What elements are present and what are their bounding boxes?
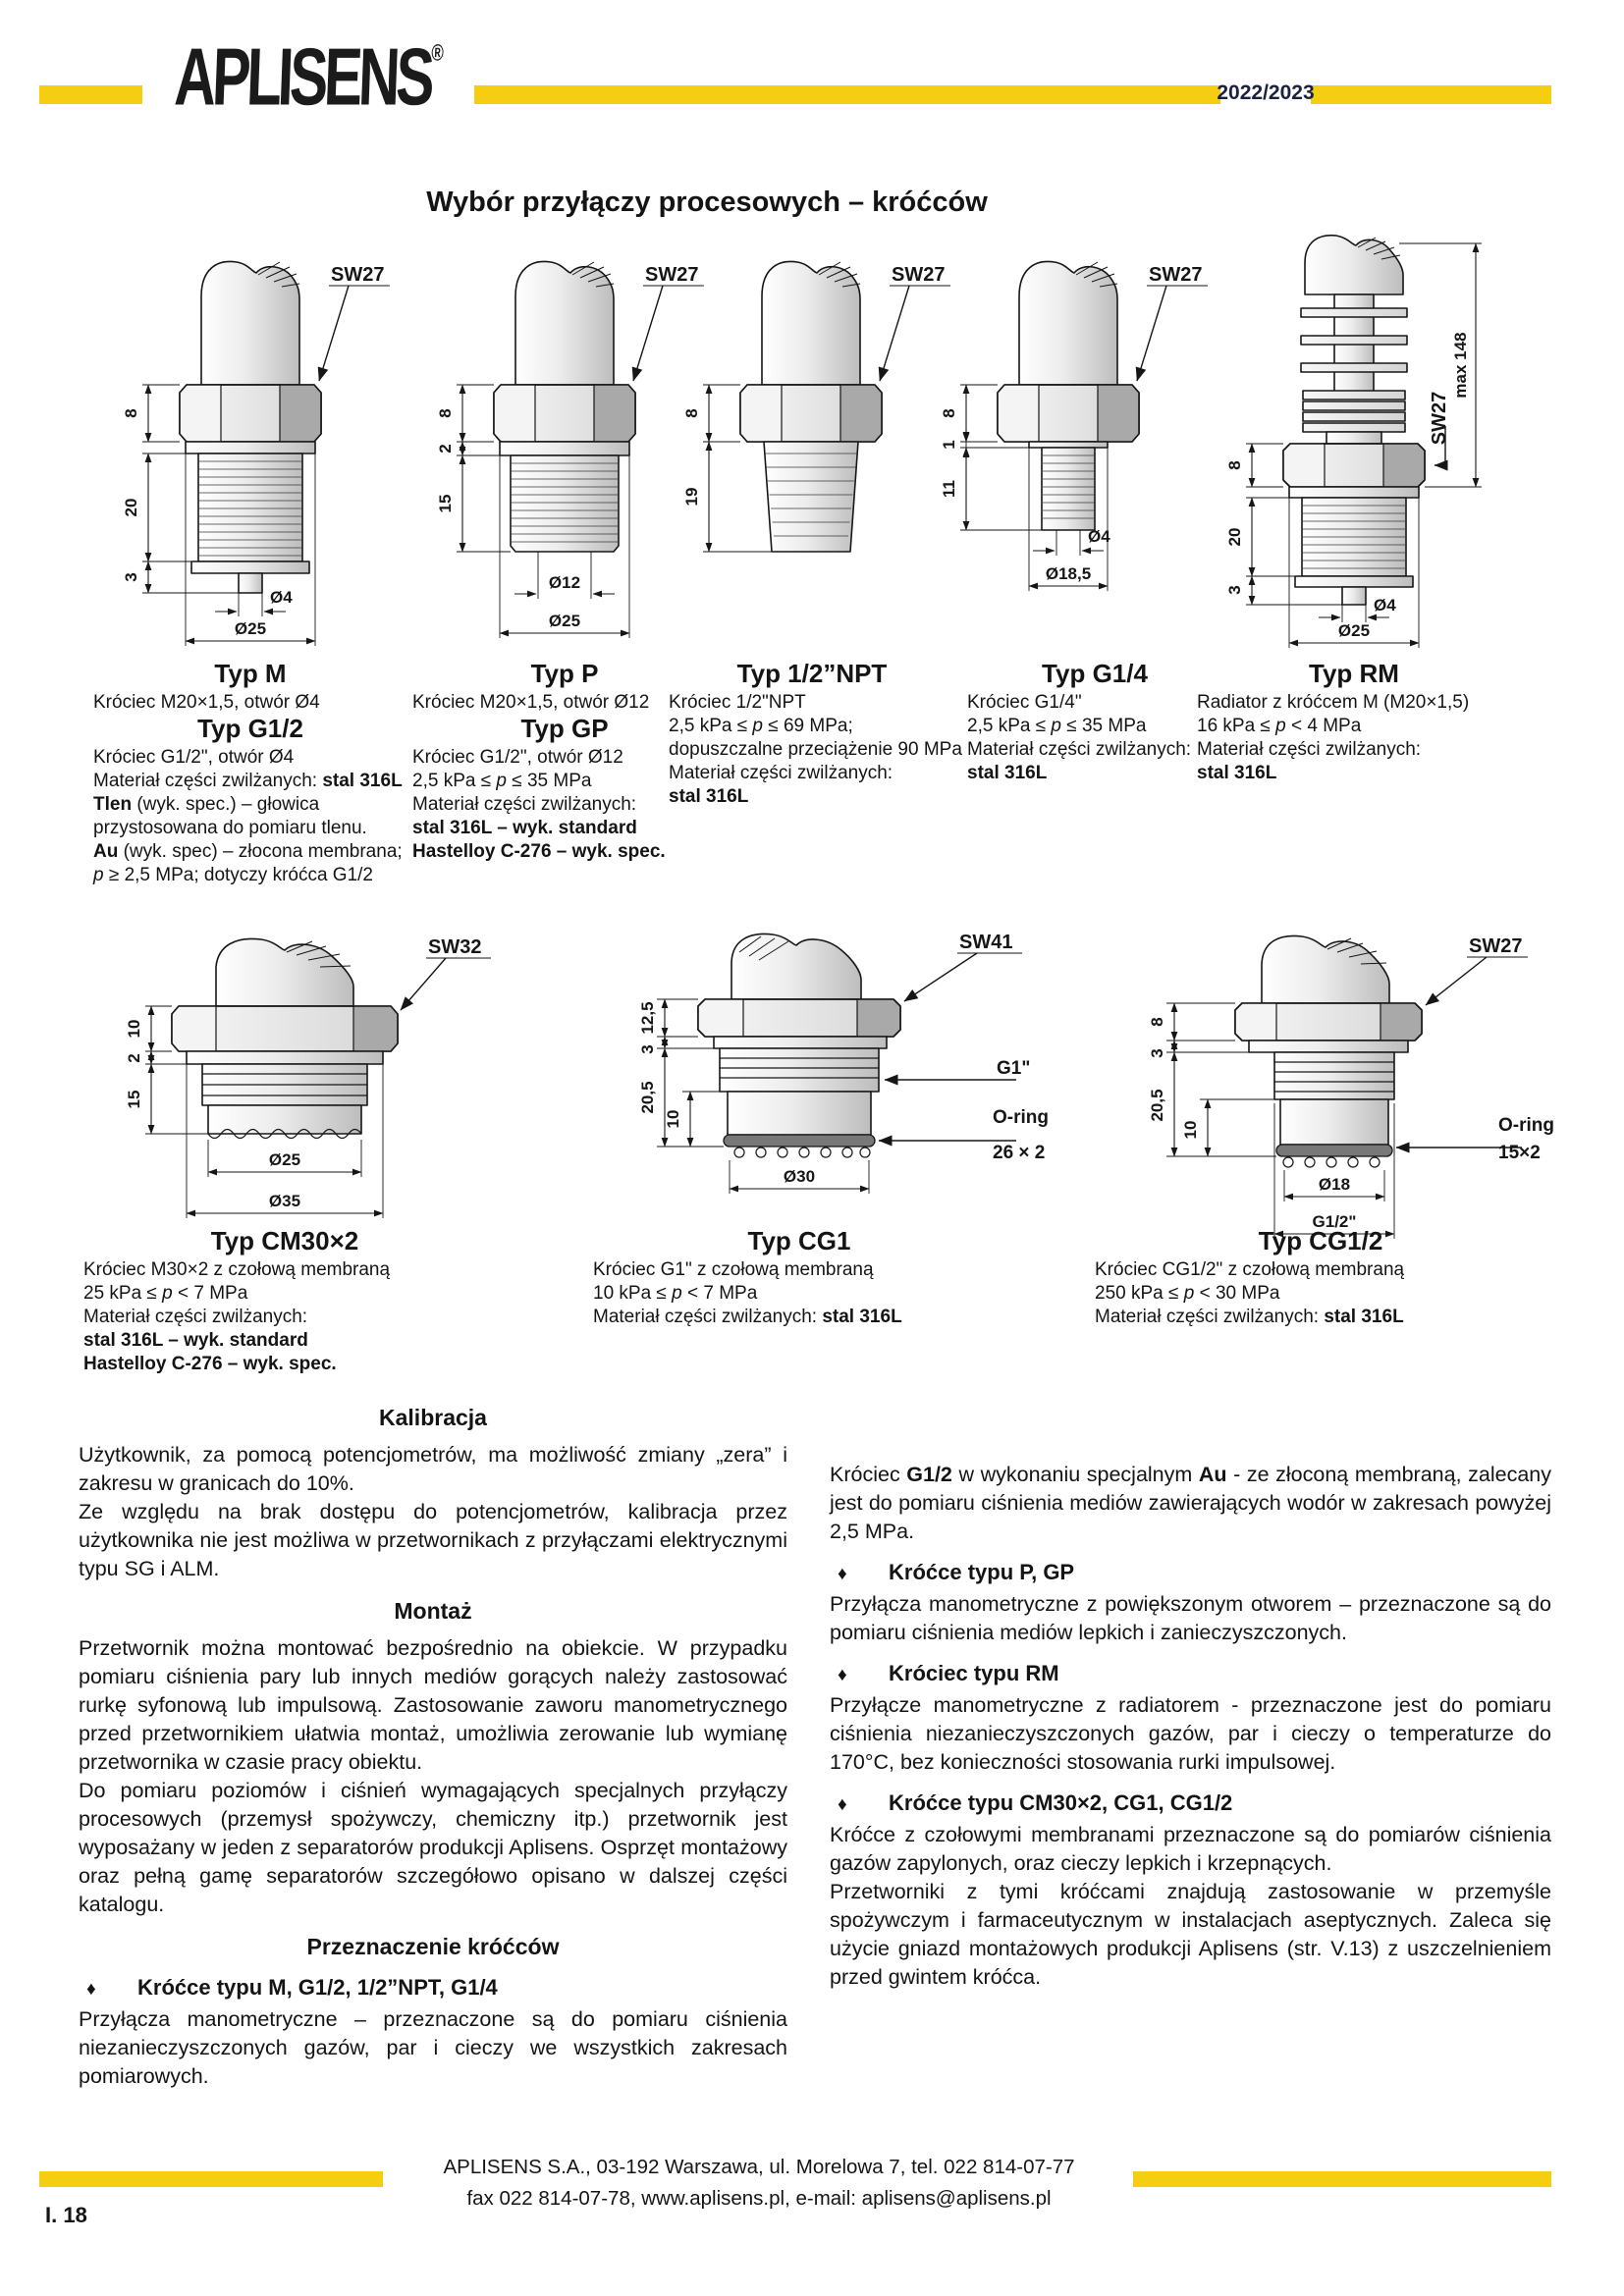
dim-label: 8 xyxy=(1148,1017,1166,1027)
thread-label: G1" xyxy=(997,1058,1031,1079)
dim-label: 3 xyxy=(1148,1048,1166,1058)
caption-line: Au (wyk. spec) – złocona membrana; xyxy=(93,841,403,862)
caption-line: p ≥ 2,5 MPa; dotyczy króćca G1/2 xyxy=(93,865,374,885)
dim-label: 10 xyxy=(664,1109,682,1129)
caption-line: 25 kPa ≤ p < 7 MPa xyxy=(83,1283,248,1304)
paragraph: Króćce z czołowymi membranami przeznaczone są do pomiarów ciśnienia gazów zapylonych, oraz cieczy lepkich i krzepnących. xyxy=(830,1823,1551,1875)
flange xyxy=(1029,442,1108,448)
caption-line: Tlen (wyk. spec.) – głowica xyxy=(93,794,320,815)
transmitter-body xyxy=(216,938,353,1006)
sw-label: SW27 xyxy=(892,264,946,286)
wrench-size-callout xyxy=(1429,392,1450,465)
collar xyxy=(1295,576,1413,587)
drawing-typ-cg1 xyxy=(604,923,1065,1261)
collar xyxy=(191,561,309,573)
transmitter-body xyxy=(731,934,861,999)
dim-label: Ø4 xyxy=(270,588,293,607)
hex-nut xyxy=(180,385,321,442)
catalog-year-badge: 2022/2023 xyxy=(1220,73,1311,114)
pressure-port-tube xyxy=(239,573,262,593)
sw-label: SW32 xyxy=(428,936,482,958)
type-title: Typ CG1 xyxy=(747,1226,851,1255)
wrench-size-callout xyxy=(904,932,1022,1001)
radiator-fin xyxy=(1301,363,1407,372)
wrench-size-callout xyxy=(1426,935,1528,1005)
dim-label: 8 xyxy=(682,408,701,418)
paragraph: Przyłącza manometryczne – przeznaczone są do pomiaru ciśnienia niezanieczyszczonych gazów, par i cieczy we wszystkich zakresach pomiarowych. xyxy=(79,2007,787,2088)
type-title: Typ 1/2”NPT xyxy=(736,659,888,688)
radiator xyxy=(1301,294,1407,444)
footer-rule-left xyxy=(39,2171,383,2187)
max-height-label: max 148 xyxy=(1451,332,1470,399)
paragraph: Przetworniki z tymi króćcami znajdują zastosowanie w przemyśle spożywczym i farmaceutycznym w instalacjach aseptycznych. Zaleca się użycie gniazd montażowych produkcji Aplisens (str. V.13) z uszczelnieniem przed gwintem króćca. xyxy=(830,1880,1551,1989)
o-ring-callout xyxy=(879,1107,1049,1163)
dim-label: 20 xyxy=(1225,527,1244,547)
dim-label: Ø18,5 xyxy=(1045,564,1092,583)
flange xyxy=(1249,1041,1408,1052)
o-ring-label: O-ring xyxy=(993,1107,1049,1128)
flange xyxy=(186,442,315,454)
transmitter-body xyxy=(1305,236,1403,294)
thread xyxy=(511,455,619,552)
caption-line: 16 kPa ≤ p < 4 MPa xyxy=(1197,716,1362,736)
caption-line: Radiator z króćcem M (M20×1,5) xyxy=(1197,692,1470,713)
thread xyxy=(1302,498,1406,576)
caption-typ-npt xyxy=(669,659,962,809)
section-heading-montaz: Montaż xyxy=(394,1598,472,1624)
dim-label: 12,5 xyxy=(638,1001,657,1035)
caption-line: przystosowana do pomiaru tlenu. xyxy=(93,818,367,838)
dim-label: Ø25 xyxy=(268,1150,301,1169)
membrane-serration xyxy=(1283,1157,1380,1167)
sw-label: SW27 xyxy=(1469,935,1523,957)
dim-label: G1/2" xyxy=(1312,1212,1357,1231)
pressure-port-tube xyxy=(1342,587,1366,605)
dim-label: 10 xyxy=(1181,1120,1200,1140)
transmitter-body xyxy=(515,261,614,385)
caption-line: Materiał części zwilżanych: stal 316L xyxy=(1095,1307,1404,1327)
text-column-left xyxy=(79,1404,787,2091)
caption-line: Materiał części zwilżanych: xyxy=(669,763,893,783)
caption-line: stal 316L – wyk. standard xyxy=(412,818,637,838)
footer-address xyxy=(385,2152,1133,2215)
dim-label: 3 xyxy=(122,572,140,582)
o-ring-size-label: 26 × 2 xyxy=(993,1143,1046,1163)
hex-nut xyxy=(740,385,882,442)
diamond-bullet-icon: ♦ xyxy=(838,1665,847,1685)
dim-label: 10 xyxy=(125,1019,143,1039)
hex-nut xyxy=(698,999,900,1037)
radiator-fin xyxy=(1301,308,1407,317)
o-ring-label: O-ring xyxy=(1498,1115,1554,1136)
type-title: Typ M xyxy=(214,659,287,688)
hex-nut xyxy=(998,385,1139,442)
caption-typ-cm30 xyxy=(83,1227,486,1376)
caption-line: Króciec G1/2", otwór Ø4 xyxy=(93,747,295,768)
caption-line: Materiał części zwilżanych: xyxy=(83,1307,308,1327)
o-ring xyxy=(1276,1145,1392,1156)
dim-label: Ø25 xyxy=(1337,621,1371,640)
dim-label: 11 xyxy=(940,480,958,498)
membrane-collar xyxy=(208,1105,361,1134)
dim-label: 8 xyxy=(1225,460,1244,470)
o-ring-callout xyxy=(1396,1115,1554,1163)
wrench-size-callout xyxy=(401,936,491,1010)
radiator-ring xyxy=(1303,401,1405,410)
type-title: Typ CG1/2 xyxy=(1258,1226,1383,1255)
caption-line: stal 316L xyxy=(669,786,749,807)
caption-line: Materiał części zwilżanych: xyxy=(1197,739,1422,760)
caption-line: 2,5 kPa ≤ p ≤ 35 MPa xyxy=(967,716,1147,736)
paragraph: Ze względu na brak dostępu do potencjometrów, kalibracja przez użytkownika nie jest możliwa w przetwornikach z przyłączami elektrycznymi typu SG i ALM. xyxy=(79,1500,787,1580)
caption-line: Króciec M20×1,5, otwór Ø12 xyxy=(412,692,650,713)
thread xyxy=(202,1064,367,1105)
caption-line: Króciec G1" z czołową membraną xyxy=(593,1259,874,1280)
footer-line-2: fax 022 814-07-78, www.aplisens.pl, e-mail: aplisens@aplisens.pl xyxy=(466,2187,1052,2210)
dim-label: 20,5 xyxy=(1148,1089,1166,1122)
caption-line: Króciec CG1/2" z czołową membraną xyxy=(1095,1259,1405,1280)
radiator-ring xyxy=(1303,423,1405,432)
dim-label: 2 xyxy=(125,1053,143,1063)
o-ring-size-label: 15×2 xyxy=(1498,1143,1541,1163)
radiator-neck xyxy=(1326,432,1381,444)
type-title: Typ RM xyxy=(1309,659,1399,688)
flange xyxy=(1289,487,1419,498)
dim-label: 20 xyxy=(122,498,140,517)
dim-label: 8 xyxy=(122,408,140,418)
diamond-bullet-icon: ♦ xyxy=(838,1794,847,1815)
dim-label: Ø30 xyxy=(783,1167,816,1186)
bullet-item-title: ♦ Króciec typu RM xyxy=(830,1659,1551,1689)
sw-label: SW27 xyxy=(645,264,699,286)
bullet-item-title: ♦ Króćce typu M, G1/2, 1/2”NPT, G1/4 xyxy=(79,1973,787,2003)
dim-label: 1 xyxy=(940,440,958,450)
paragraph: Przyłącza manometryczne z powiększonym otworem – przeznaczone są do pomiaru ciśnienia mediów lepkich i zanieczyszczonych. xyxy=(830,1592,1551,1644)
paragraph: Przyłącze manometryczne z radiatorem - przeznaczone jest do pomiaru ciśnienia niezanieczyszczonych gazów, par i cieczy o temperaturze do 170°C, bez konieczności stosowania rurki impulsowej. xyxy=(830,1693,1551,1774)
radiator-fin xyxy=(1301,336,1407,345)
footer-rule-right xyxy=(1133,2171,1551,2187)
caption-line: Materiał części zwilżanych: xyxy=(967,739,1192,760)
wrench-size-callout xyxy=(1137,264,1208,381)
caption-line: stal 316L – wyk. standard xyxy=(83,1330,308,1351)
type-title: Typ G1/4 xyxy=(1042,659,1148,688)
section-heading-przeznaczenie: Przeznaczenie króćców xyxy=(306,1934,560,1959)
dim-label: 3 xyxy=(638,1044,657,1054)
footer-line-1: APLISENS S.A., 03-192 Warszawa, ul. Morelowa 7, tel. 022 814-07-77 xyxy=(443,2156,1075,2178)
caption-line: 250 kPa ≤ p < 30 MPa xyxy=(1095,1283,1280,1304)
flange xyxy=(187,1051,383,1064)
caption-line: Materiał części zwilżanych: stal 316L xyxy=(593,1307,902,1327)
registered-mark-icon: ® xyxy=(430,40,444,67)
smooth-shank xyxy=(728,1092,871,1135)
hex-nut xyxy=(1283,444,1425,487)
dim-label: Ø12 xyxy=(548,573,581,592)
caption-line: Króciec G1/4" xyxy=(967,692,1082,713)
hex-nut xyxy=(172,1006,398,1051)
bullet-item-title: ♦ Króćce typu P, GP xyxy=(830,1558,1551,1588)
paragraph: Przetwornik można montować bezpośrednio na obiekcie. W przypadku pomiaru ciśnienia pary lub innych mediów gorących należy zastosować rurkę syfonową lub impulsową. Zastosowanie zaworu manometrycznego przed przetwornikiem ułatwia montaż, umożliwia zerowanie lub wymianę przetwornika w czasie pracy obiektu. xyxy=(79,1636,787,1774)
flange xyxy=(500,442,629,455)
dim-label: 19 xyxy=(682,487,701,507)
thread xyxy=(198,454,302,561)
caption-typ-m xyxy=(93,660,407,887)
dim-label: 15 xyxy=(436,494,455,513)
radiator-ring xyxy=(1303,412,1405,421)
hex-nut xyxy=(1235,1003,1422,1041)
logo-text: APLISENS® xyxy=(172,30,444,123)
caption-line: Hastelloy C-276 – wyk. spec. xyxy=(83,1354,337,1374)
paragraph: Do pomiaru poziomów i ciśnień wymagających specjalnych przyłączy procesowych (przemysł spożywczy, chemiczny itp.) przetwornik jest wyposażany w jeden z separatorów produkcji Aplisens. Osprzęt montażowy oraz pełną gamę separatorów szczegółowo opisano w dalszej części katalogu. xyxy=(79,1779,787,1916)
drawing-typ-g14 xyxy=(921,245,1216,658)
transmitter-body xyxy=(762,261,860,385)
caption-line: Króciec G1/2", otwór Ø12 xyxy=(412,747,623,768)
caption-line: Materiał części zwilżanych: xyxy=(412,794,637,815)
type-title: Typ GP xyxy=(520,714,609,743)
caption-line: 10 kPa ≤ p < 7 MPa xyxy=(593,1283,758,1304)
hex-nut xyxy=(494,385,635,442)
dim-label: 20,5 xyxy=(638,1081,657,1114)
sw-label: SW27 xyxy=(331,264,385,286)
sw-label: SW27 xyxy=(1429,391,1450,446)
drawing-typ-npt xyxy=(664,245,958,658)
dim-label: Ø4 xyxy=(1088,527,1110,546)
section-heading-kalibracja: Kalibracja xyxy=(379,1405,487,1430)
dim-label: Ø18 xyxy=(1318,1175,1351,1194)
text-column-right xyxy=(830,1404,1551,1992)
dim-label: Ø35 xyxy=(268,1192,301,1210)
type-title: Typ CM30×2 xyxy=(210,1226,359,1255)
caption-line: 2,5 kPa ≤ p ≤ 35 MPa xyxy=(412,771,592,791)
transmitter-body xyxy=(1019,261,1117,385)
caption-line: stal 316L xyxy=(1197,763,1277,783)
drawing-typ-cm30 xyxy=(69,928,520,1252)
caption-line: Króciec M20×1,5, otwór Ø4 xyxy=(93,692,320,713)
type-title: Typ P xyxy=(530,659,599,688)
o-ring xyxy=(724,1135,875,1147)
page-number: I. 18 xyxy=(45,2203,87,2227)
caption-line: Hastelloy C-276 – wyk. spec. xyxy=(412,841,666,862)
transmitter-body xyxy=(1262,935,1389,1003)
dim-label: 3 xyxy=(1225,585,1244,595)
caption-typ-rm xyxy=(1197,660,1511,785)
smooth-shank xyxy=(1280,1099,1388,1145)
radiator-ring xyxy=(1303,391,1405,400)
dim-label: 8 xyxy=(436,408,455,418)
bullet-item-title: ♦ Króćce typu CM30×2, CG1, CG1/2 xyxy=(830,1789,1551,1819)
sw-label: SW27 xyxy=(1149,264,1203,286)
transmitter-body xyxy=(201,261,299,385)
caption-line: 2,5 kPa ≤ p ≤ 69 MPa; xyxy=(669,716,853,736)
caption-line: dopuszczalne przeciążenie 90 MPa xyxy=(669,739,962,760)
aplisens-logo xyxy=(142,22,474,132)
dim-label: 8 xyxy=(940,408,958,418)
sw-label: SW41 xyxy=(959,932,1013,953)
paragraph: Użytkownik, za pomocą potencjometrów, ma możliwość zmiany „zera” i zakresu w granicach do 10%. xyxy=(79,1443,787,1495)
caption-typ-cg1 xyxy=(593,1227,1005,1329)
dim-label: 2 xyxy=(436,444,455,454)
wrench-size-callout xyxy=(319,264,390,381)
dim-label: Ø25 xyxy=(548,612,581,630)
page-title: Wybór przyłączy procesowych – króćców xyxy=(426,187,988,218)
caption-typ-g14 xyxy=(967,660,1222,785)
dim-label: Ø25 xyxy=(234,619,267,638)
tapered-thread xyxy=(764,442,858,552)
type-title: Typ G1/2 xyxy=(197,714,303,743)
thread xyxy=(1274,1052,1394,1099)
paragraph: Króciec G1/2 w wykonaniu specjalnym Au - ze złoconą membraną, zalecany jest do pomiaru ciśnienia mediów zawierających wodór w zakresach powyżej 2,5 MPa. xyxy=(830,1463,1551,1543)
caption-typ-cg12 xyxy=(1095,1227,1546,1329)
diamond-bullet-icon: ♦ xyxy=(838,1564,847,1584)
caption-line: Króciec M30×2 z czołową membraną xyxy=(83,1259,391,1280)
diamond-bullet-icon: ♦ xyxy=(86,1979,96,2000)
drawing-typ-rm xyxy=(1207,226,1501,663)
thread xyxy=(720,1048,879,1092)
dim-label: 15 xyxy=(125,1090,143,1109)
membrane-serration xyxy=(734,1148,870,1157)
thread xyxy=(1042,448,1095,530)
caption-line: Materiał części zwilżanych: stal 316L xyxy=(93,771,403,791)
dim-label: Ø4 xyxy=(1374,596,1396,614)
thread-callout xyxy=(885,1058,1030,1080)
flange xyxy=(714,1037,887,1048)
caption-line: Króciec 1/2"NPT xyxy=(669,692,806,713)
drawing-typ-m xyxy=(103,245,398,658)
caption-line: stal 316L xyxy=(967,763,1048,783)
